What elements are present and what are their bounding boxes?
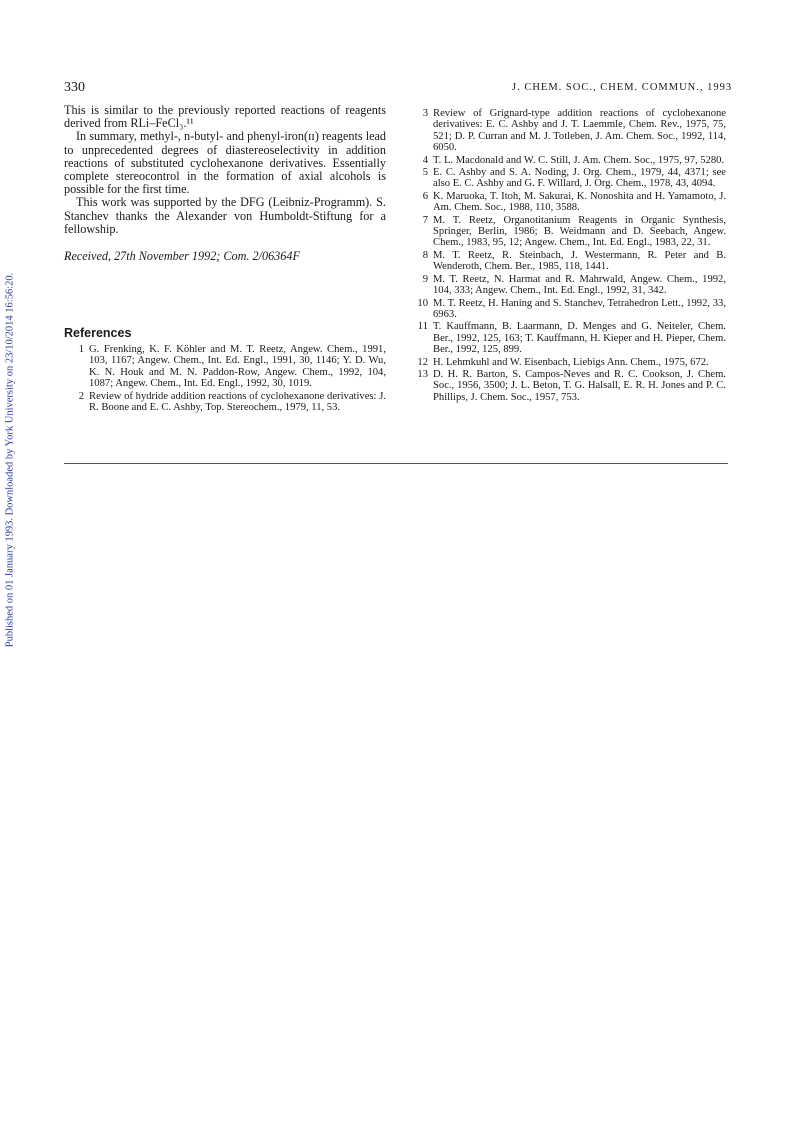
reference-item <box>64 391 386 414</box>
reference-text: E. C. Ashby and S. A. Noding, J. Org. Chem., 1979, 44, 4371; see also E. C. Ashby and G. F. Willard, J. Org. Chem., 1978, 43, 4094. <box>433 167 726 190</box>
reference-item <box>408 274 726 297</box>
reference-number: 9 <box>422 273 428 285</box>
reference-item <box>408 167 726 190</box>
reference-text: T. L. Macdonald and W. C. Still, J. Am. Chem. Soc., 1975, 97, 5280. <box>433 154 725 166</box>
reference-number: 10 <box>417 297 428 309</box>
reference-text: M. T. Reetz, R. Steinbach, J. Westermann, R. Peter and B. Wenderoth, Chem. Ber., 1985, 118, 1441. <box>433 249 726 273</box>
received-line: Received, 27th November 1992; Com. 2/06364F <box>64 249 300 264</box>
references-list-right <box>408 108 726 404</box>
paragraph: In summary, methyl-, n-butyl- and phenyl-iron(ɪɪ) reagents lead to unprecedented degrees of diastereoselectivity in addition reactions of substituted cyclohexanone derivatives. Essentially complete stereocontrol in the formation of axial alcohols is possible for the first time. <box>64 129 386 197</box>
reference-number: 13 <box>417 368 428 380</box>
reference-text: K. Maruoka, T. Itoh, M. Sakurai, K. Nonoshita and H. Yamamoto, J. Am. Chem. Soc., 1988, 110, 3588. <box>433 190 726 214</box>
footer-rule <box>64 463 728 464</box>
reference-item <box>408 369 726 403</box>
reference-item <box>408 108 726 154</box>
reference-number: 1 <box>78 344 84 355</box>
reference-text: T. Kauffmann, B. Laarmann, D. Menges and G. Neiteler, Chem. Ber., 1992, 125, 163; T. Kauffmann, H. Kieper and H. Pieper, Chem. Ber., 1992, 125, 899. <box>433 321 726 356</box>
page-number: 330 <box>64 80 85 95</box>
reference-text: H. Lehmkuhl and W. Eisenbach, Liebigs Ann. Chem., 1975, 672. <box>433 356 709 368</box>
reference-item <box>408 321 726 355</box>
references-heading: References <box>64 326 132 340</box>
reference-number: 4 <box>422 154 428 166</box>
reference-text: M. T. Reetz, N. Harmat and R. Mahrwald, Angew. Chem., 1992, 104, 333; Angew. Chem., Int. Ed. Engl., 1992, 31, 342. <box>433 273 726 297</box>
reference-item <box>408 191 726 214</box>
reference-item <box>64 344 386 390</box>
reference-number: 12 <box>417 356 428 368</box>
reference-number: 6 <box>422 190 428 202</box>
reference-item <box>408 357 726 368</box>
running-header: J. CHEM. SOC., CHEM. COMMUN., 1993 <box>512 82 733 93</box>
reference-item <box>408 215 726 249</box>
reference-number: 8 <box>422 249 428 261</box>
reference-number: 3 <box>422 108 428 119</box>
references-list-left <box>64 344 386 414</box>
reference-text: Review of Grignard-type addition reactions of cyclohexanone derivatives: E. C. Ashby and J. T. Laemmle, Chem. Rev., 1975, 75, 521; D. P. Curran and M. J. Totleben, J. Am. Chem. Soc., 1992, 114, 6050. <box>433 108 726 154</box>
paragraph: This work was supported by the DFG (Leibniz-Programm). S. Stanchev thanks the Alexander von Humboldt-Stiftung for a fellowship. <box>64 195 386 236</box>
paragraph: This is similar to the previously reported reactions of reagents derived from RLi–FeCl₃.¹¹ <box>64 103 386 131</box>
reference-number: 2 <box>78 390 84 402</box>
body-text <box>64 104 386 263</box>
reference-text: D. H. R. Barton, S. Campos-Neves and R. C. Cookson, J. Chem. Soc., 1956, 3500; J. L. Beton, T. G. Halsall, E. R. H. Jones and P. C. Phillips, J. Chem. Soc., 1957, 753. <box>433 368 726 403</box>
reference-item <box>408 298 726 321</box>
reference-text: M. T. Reetz, H. Haning and S. Stanchev, Tetrahedron Lett., 1992, 33, 6963. <box>433 297 726 320</box>
reference-text: M. T. Reetz, Organotitanium Reagents in Organic Synthesis, Springer, Berlin, 1986; B. Weidmann and D. Seebach, Angew. Chem., 1983, 95, 12; Angew. Chem., Int. Ed. Engl., 1983, 22, 31. <box>433 214 726 249</box>
reference-number: 5 <box>422 167 428 179</box>
reference-item <box>408 250 726 273</box>
download-stamp-text: Published on 01 January 1993. Downloaded by York University on 23/10/2014 16:56:20. <box>4 272 16 648</box>
reference-text: G. Frenking, K. F. Köhler and M. T. Reetz, Angew. Chem., 1991, 103, 1167; Angew. Chem., Int. Ed. Engl., 1991, 30, 1146; Y. D. Wu, K. N. Houk and M. N. Paddon-Row, Angew. Chem., 1992, 104, 1087; Angew. Chem., Int. Ed. Engl., 1992, 30, 1019. <box>89 344 386 390</box>
reference-number: 7 <box>422 214 428 226</box>
reference-number: 11 <box>417 321 428 333</box>
reference-text: Review of hydride addition reactions of cyclohexanone derivatives: J. R. Boone and E. C. Ashby, Top. Stereochem., 1979, 11, 53. <box>89 390 386 414</box>
reference-item <box>408 155 726 166</box>
download-stamp <box>0 0 20 1132</box>
